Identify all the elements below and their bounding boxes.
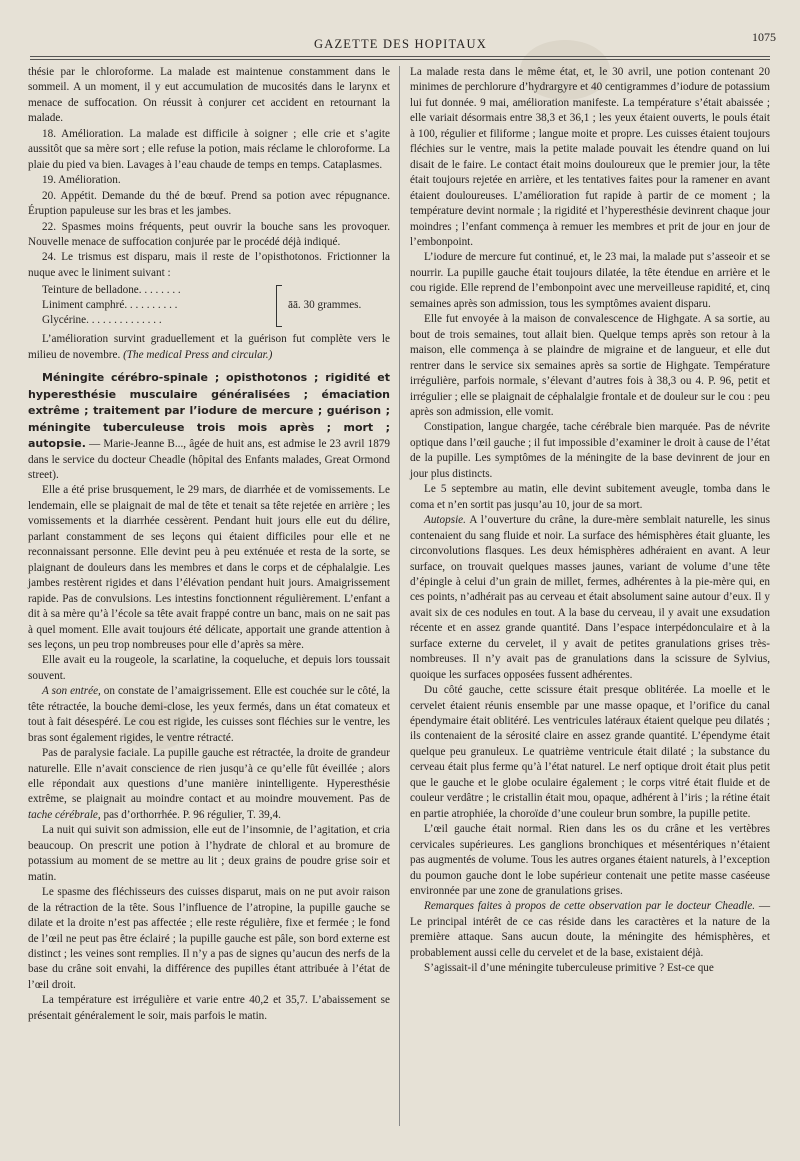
- paragraph-text: L’amélioration survint graduellement et la guérison fut complète vers le milieu de novembre.: [28, 333, 390, 361]
- paragraph-text: — Le principal intérêt de ce cas réside dans les caractères et la nature de la première attaque. Sans aucun doute, la méningite des hémisphères, et probablement aussi celle du cervelet et de la base, existaient déjà.: [410, 900, 771, 959]
- paragraph-lead: Autopsie.: [424, 514, 466, 527]
- paragraph-text: pas d’orthorrhée. P. 96 régulier, T. 39,4.: [100, 808, 281, 821]
- paragraph: Elle avait eu la rougeole, la scarlatine, la coqueluche, et depuis lors toussait souvent.: [28, 654, 390, 682]
- header-rule: [30, 56, 770, 57]
- formula-ingredient: Liniment camphré. . . . . . . . . .: [42, 299, 178, 312]
- header-rule: [30, 59, 770, 60]
- paragraph: La nuit qui suivit son admission, elle eut de l’insomnie, de l’agitation, et cria beaucoup. On prescrit une potion à l’hydrate de chloral et au bromure de potassium au moment de se mettre au lit ; deux grains de poudre grise soir et matin.: [28, 824, 390, 883]
- paragraph: Le 5 septembre au matin, elle devint subitement aveugle, tomba dans le coma et n’en sortit pas jusqu’au 10, jour de sa mort.: [410, 483, 770, 511]
- liniment-formula: [28, 283, 390, 329]
- paragraph: [410, 899, 770, 961]
- paragraph-text: on constate de l’amaigrissement. Elle est couchée sur le côté, la tête rétractée, la bouche demi-close, les yeux fermés, dans un état comateux et tout à fait désespéré. Le cou est rigide, les cuisses sont fléchies sur le ventre, les bras sont également rigides, le ventre rétracté.: [28, 685, 390, 744]
- paragraph: La malade resta dans le même état, et, le 30 avril, une potion contenant 20 minimes de perchlorure d’hydrargyre et 40 centigrammes d’iodure de potassium lui fut donnée. 9 mai, amélioration manifeste. La température s’était abaissée ; elle variait désormais entre 38,3 et 36,1 ; les yeux étaient ouverts, le pouls était à 100, régulier et filiforme ; langue moite et propre. Les cuisses étaient toujours fléchies sur le ventre, mais la petite malade pouvait les étendre quand on lui disait de le faire. Le contact était moins douloureux que le premier jour, la tête était toujours rejetée en arrière, et les tentatives faites pour la ramener en avant étaient douloureuses. L’amélioration fut rapide à partir de ce moment ; la température devint normale ; la rigidité et l’hyperesthésie devinrent chaque jour moindres ; l’enfant commença à remuer les membres et prit de jour en jour de l’embonpoint.: [410, 66, 770, 248]
- case-heading: Méningite cérébro-spinale ; opisthotonos ; rigidité et hyperesthésie musculaire généralisées ; émaciation extrême ; traitement par l’iodure de mercure ; guérison ; méningite tuberculeuse trois mois après ; mort ; autopsie.: [28, 371, 390, 451]
- paragraph: 19. Amélioration.: [42, 174, 121, 187]
- case-intro: — Marie-Jeanne B..., âgée de huit ans, est admise le 23 avril 1879 dans le service du docteur Cheadle (hôpital des Enfants malades, Great Ormond street).: [28, 438, 390, 481]
- case-paragraph: [28, 370, 390, 483]
- paragraph-text: Pas de paralysie faciale. La pupille gauche est rétractée, la droite de grandeur naturelle. Elle n’avait conscience de rien jusqu’à ce qu’elle fût éveillée ; alors elle répondait aux questions d’une manière inintelligente. Hyperesthésie extrême, se plaignait au moindre contact et au moindre mouvement. Pas de: [28, 747, 390, 806]
- paragraph: [28, 332, 390, 363]
- paragraph: Du côté gauche, cette scissure était presque oblitérée. La moelle et le cervelet étaient réunis ensemble par une masse opaque, et l’orifice du canal épendymaire était oblitéré. Les ventricules latéraux étaient quelque peu dilatés ; ils contenaient de la sérosité claire en assez grande quantité. L’épendyme était quelque peu granuleux. Le quatrième ventricule était dilaté ; la substance du cerveau était plus ferme qu’à l’état naturel. Le nerf optique droit était plus petit que le gauche et le globe oculaire également ; le corps vitré était fluide et de couleur verdâtre ; le cristallin était mou, opaque, adhérent à l’iris ; la rétine était en partie atrophiée, la choroïde d’une couleur brun sombre, la pupille petite.: [410, 684, 770, 820]
- left-column: [28, 65, 390, 1024]
- italic-term: tache cérébrale,: [28, 808, 101, 821]
- paragraph: 24. Le trismus est disparu, mais il reste de l’opisthotonos. Frictionner la nuque avec le liniment suivant :: [28, 251, 390, 279]
- right-column: [410, 65, 770, 977]
- paragraph-text: A l’ouverture du crâne, la dure-mère semblait naturelle, les sinus contenaient du sang fluide et noir. La surface des hémisphères était gluante, les circonvolutions flasques. Les deux hémisphères adhéraient en avant. A leur surface, on trouvait quelques masses jaunes, variant de volume d’une tête d’épingle à celui d’un grain de millet, fermes, adhérentes à la pie-mère qui, en ces points, n’adhérait pas au cerveau et était absolument saine autour d’eux. Il y avait six de ces nodules en tout. A la base du cerveau, il y avait une exsudation récente et en assez grande quantité. Dans l’espace interpédonculaire et à la surface externe du cervelet, il y avait de petites granulations grises très-nombreuses. Il n’y avait pas de granulations dans la scissure de Sylvius, quoique les surfaces opposées fussent adhérentes.: [410, 514, 770, 681]
- paragraph: L’œil gauche était normal. Rien dans les os du crâne et les vertèbres cervicales supérieures. Les ganglions bronchiques et mésentériques n’étaient pas augmentés de volume. Tous les autres organes étaient naturels, à l’exception du poumon gauche dont le lobe supérieur contenait une petite masse caséeuse environnée par une zone de granulations grises.: [410, 823, 770, 898]
- paragraph: [410, 513, 770, 683]
- paragraph: Le spasme des fléchisseurs des cuisses disparut, mais on ne put avoir raison de la rétraction de la tête. Sous l’influence de l’atropine, la pupille gauche se dilate et la droite n’est pas affectée ; elle reste régulière, fixe et fermée ; le fond de l’œil ne peut pas être éclairé ; la pupille gauche est pâle, son bord externe est distinct ; les veines sont remplies. Il n’y a pas de signes qu’aucun des nerfs de la base du crâne soit envahi, la différence des pupilles étant attribuée à l’état de l’œil droit.: [28, 886, 390, 991]
- paragraph: L’iodure de mercure fut continué, et, le 23 mai, la malade put s’asseoir et se nourrir. La pupille gauche était toujours dilatée, la tête étendue en arrière et le cou rigide. Elle reprend de l’embonpoint avec une merveilleuse rapidité, et, cinq semaines après son admission, tous les symptômes avaient disparu.: [410, 251, 770, 310]
- paragraph: [28, 746, 390, 823]
- page-header: [0, 0, 800, 62]
- paragraph: Constipation, langue chargée, tache cérébrale bien marquée. Pas de névrite optique dans l’œil gauche ; il fut impossible d’examiner le droit à cause de l’état de la pupille. Les symptômes de la méningite de la base devinrent de jour en jour plus distincts.: [410, 421, 770, 480]
- page-number: 1075: [752, 30, 776, 44]
- formula-ingredient: Teinture de belladone. . . . . . . .: [42, 284, 181, 297]
- paragraph: Elle fut envoyée à la maison de convalescence de Highgate. A sa sortie, au bout de trois semaines, tout allait bien. Quelque temps après son retour à la maison, elle commença à se plaindre de migraine et de langueur, et elle dut rentrer dans le service six semaines après sa sortie de Highgate. Température irrégulière, parfois normale, s’élevant d’autres fois à 38,3 ou 4. P. 96, petit et irrégulier ; elle se plaignait de céphalalgie frontale et de douleur sur le cou : peu après son admission, elle vomit.: [410, 313, 770, 418]
- paragraph: La température est irrégulière et varie entre 40,2 et 35,7. L’abaissement se présentait généralement le soir, mais parfois le matin.: [28, 994, 390, 1022]
- paragraph: thésie par le chloroforme. La malade est maintenue constamment dans le sommeil. A un moment, il y eut accumulation de mucosités dans le larynx et menace de suffocation. On réussit à conjurer cet accident en retournant la malade.: [28, 66, 390, 125]
- paragraph: Elle a été prise brusquement, le 29 mars, de diarrhée et de vomissements. Le lendemain, elle se plaignait de mal de tête et tenait sa tête rejetée en arrière ; les vomissements et la diarrhée cessèrent. Pendant huit jours elle eut du délire, parlant constamment de ses leçons qui étaient difficiles pour elle et ne reconnaissant personne. Elle devint peu à peu exténuée et resta de la sorte, se plaignant de douleurs dans les membres et dans le corps et de céphalalgie. Les jambes restèrent rigides et dans l’élévation pendant huit jours. Amaigrissement rapide. Pas de convulsions. Les intestins fonctionnent régulièrement. L’enfant a dit à sa mère qu’à l’école sa tête avait frappé contre un banc, mais on ne sait pas à quel moment. Elle avait toujours été délicate, apportait une grande attention à ses leçons, un peu trop nombreuses pour elle d’après sa mère.: [28, 484, 390, 651]
- formula-ingredient: Glycérine. . . . . . . . . . . . . .: [42, 314, 162, 327]
- running-title: GAZETTE DES HOPITAUX: [314, 37, 487, 51]
- source-citation: (The medical Press and circular.): [123, 348, 273, 361]
- paragraph: S’agissait-il d’une méningite tuberculeuse primitive ? Est-ce que: [424, 962, 714, 975]
- paragraph: 18. Amélioration. La malade est difficile à soigner ; elle crie et s’agite aussitôt que sa mère sort ; elle refuse la potion, mais réclame le chloroforme. La plaie du pied va bien. Lavages à l’eau chaude de temps en temps. Cataplasmes.: [28, 127, 390, 171]
- formula-brace: [276, 285, 282, 327]
- column-divider: [399, 66, 400, 1126]
- paragraph: 22. Spasmes moins fréquents, peut ouvrir la bouche sans les provoquer. Nouvelle menace de suffocation conjurée par le procédé déjà indiqué.: [28, 220, 390, 248]
- formula-quantity: āā. 30 grammes.: [288, 299, 362, 312]
- remarks-heading: Remarques faites à propos de cette observation par le docteur Cheadle.: [424, 900, 755, 913]
- paragraph: 20. Appétit. Demande du thé de bœuf. Prend sa potion avec répugnance. Éruption papuleuse sur les bras et les jambes.: [28, 189, 390, 218]
- paragraph: [28, 684, 390, 746]
- paragraph-lead: A son entrée,: [42, 685, 101, 698]
